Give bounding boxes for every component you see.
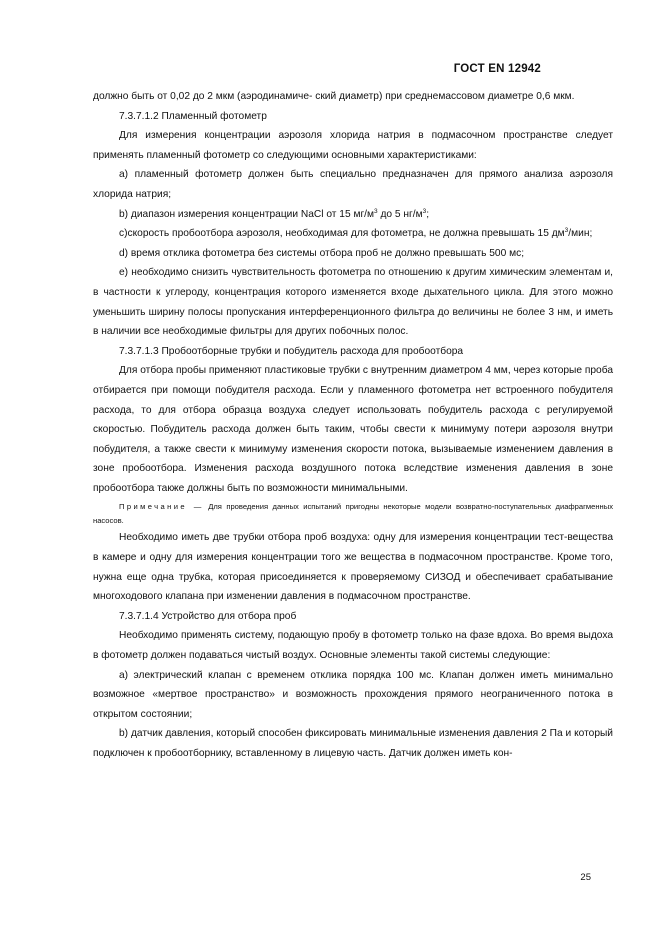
note: [93, 500, 613, 528]
note-label: Примечание —: [119, 502, 204, 512]
list-item-a: a) электрический клапан с временем отклика порядка 100 мс. Клапан должен иметь минимально возможное «мертвое пространство» и возможность прохождения прямого неограниченного потока в открытом состоянии;: [93, 669, 613, 720]
paragraph: Для отбора пробы применяют пластиковые трубки с внутренним диаметром 4 мм, через которые проба отбирается при помощи побудителя расхода. Если у пламенного фотометра нет встроенного побудителя расхода, то для отбора образца воздуха следует использовать побудитель расхода с регулируемой скоростью. Побудитель расхода должен быть таким, чтобы свести к минимуму потери аэрозоля внутри побудителя, а также свести к минимуму изменения скорости потока, вызываемые изменением давления в зоне пробоотбора. Изменения расхода воздушного потока вследствие изменения давления в зоне пробоотбора также должны быть по возможности минимальными.: [93, 365, 613, 494]
list-item-b: b) диапазон измерения концентрации NaCl от 15 $мг/м^3$ до 5 $нг/м^3$;: [119, 207, 430, 220]
list-item-e: e) необходимо снизить чувствительность фотометра по отношению к другим химическим элементам и, в частности к углероду, концентрация которого изменяется входе дыхательного цикла. Для этого можно уменьшить ширину полосы пропускания интерференционного фильтра до величины не более 3 нм, и иметь в наличии все необходимые фильтры для других побочных полос.: [93, 267, 613, 338]
list-item-a: a) пламенный фотометр должен быть специально предназначен для прямого анализа аэрозоля хлорида натрия;: [93, 169, 613, 200]
paragraph: Необходимо применять систему, подающую пробу в фотометр только на фазе вдоха. Во время выдоха в фотометр должен подаваться чистый воздух. Основные элементы такой системы следующие:: [93, 630, 613, 662]
note-text: Для проведения данных испытаний пригодны некоторые модели возвратно-поступательных диафрагменных насосов.: [93, 502, 613, 526]
paragraph: Для измерения концентрации аэрозоля хлорида натрия в подмасочном пространстве следует применять пламенный фотометр со следующими основными характеристиками:: [93, 130, 613, 161]
list-item-c: c)скорость пробоотбора аэрозоля, необходимая для фотометра, не должна превышать 15 $дм^3$/мин;: [119, 227, 593, 240]
list-item-d: d) время отклика фотометра без системы отбора проб не должно превышать 500 мс;: [119, 247, 525, 259]
paragraph-continuation: должно быть от 0,02 до 2 мкм (аэродинамиче- ский диаметр) при среднемассовом диаметре 0,6 мкм.: [93, 91, 575, 102]
paragraph: Необходимо иметь две трубки отбора проб воздуха: одну для измерения концентрации тест-вещества в камере и одну для измерения концентрации того же вещества в подмасочном пространстве. Кроме того, нужна еще одна трубка, которая присоединяется к проверяемому СИЗОД и обеспечивает срабатывание многоходового клапана при изменении давления в подмасочном пространстве.: [93, 532, 613, 603]
page-body: [93, 87, 613, 764]
section-heading-7-3-7-1-3: 7.3.7.1.3 Пробоотборные трубки и побудитель расхода для пробоотбора: [119, 345, 464, 357]
page-number: 25: [580, 872, 591, 883]
section-heading-7-3-7-1-4: 7.3.7.1.4 Устройство для отбора проб: [119, 610, 297, 622]
list-item-b: b) датчик давления, который способен фиксировать минимальные изменения давления 2 Па и который подключен к пробоотборнику, вставленному в лицевую часть. Датчик должен иметь кон-: [93, 728, 613, 759]
section-heading-7-3-7-1-2: 7.3.7.1.2 Пламенный фотометр: [119, 110, 267, 122]
document-header: ГОСТ EN 12942: [453, 63, 541, 75]
